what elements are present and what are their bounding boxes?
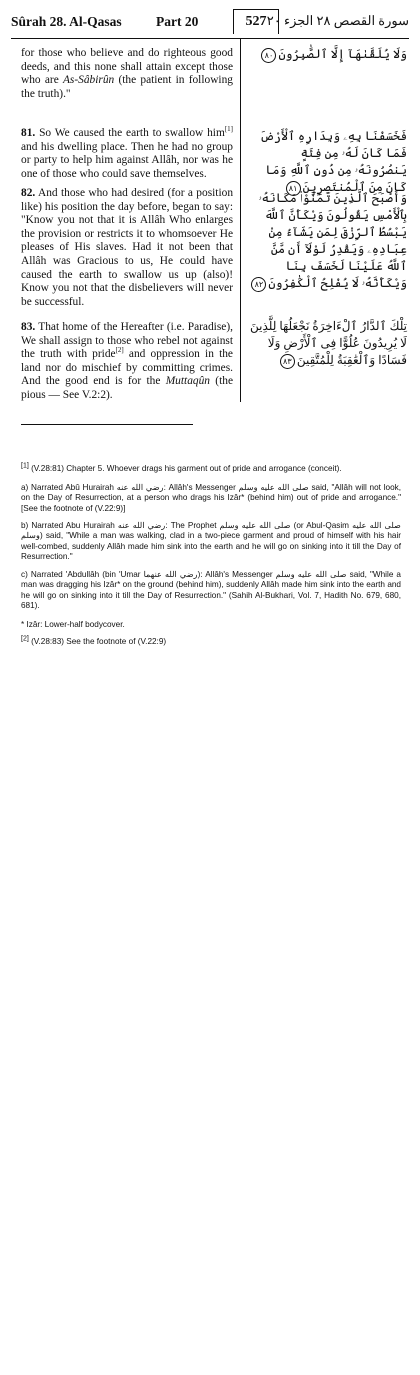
footnote-izar: * Izâr: Lower-half bodycover. (21, 620, 125, 629)
footnote-1a: a) Narrated Abû Hurairah رضي الله عنه: Allâh's Messenger صلى الله عليه وسلم said, "Allâh will not look, on the Day of Resurrection, at a person who drags his Izâr* (behind him) out of pride and arrogance." [See the footnote of (V.22:9)] (21, 483, 401, 513)
verse-81-english: 81. So We caused the earth to swallow him[1] and his dwelling place. Then he had no group or party to help him against Allâh, nor was he one of those who could save themselves. (21, 125, 233, 180)
footnote-1b: b) Narrated Abu Hurairah رضي الله عنه: The Prophet صلى الله عليه وسلم (or Abul-Qasim صلى الله عليه وسلم) said, "While a man was walking, clad in a two-piece garment and proud of himself with his hair well-combed, suddenly Allâh made him sink into the earth and he will go on sinking into it till the Day of Resurrection." (21, 521, 401, 562)
verse-83-english: 83. That home of the Hereafter (i.e. Paradise), We shall assign to those who rebel not against the truth with pride[2] and oppression in the land nor do mischief by committing crimes. And the good end is for the Muttaqûn (the pious — See V.2:2). (21, 321, 233, 401)
verse-83-arabic: تِلْكَ ٱلدَّارُ ٱلْءَاخِرَةُ نَجْعَلُهَا لِلَّذِينَ لَا يُرِيدُونَ عُلُوًّا فِى ٱلْأَرْضِ وَلَا فَسَادًا وَٱلْعَٰقِبَةُ لِلْمُتَّقِينَ٨٣ (249, 319, 407, 367)
verse-80-english: for those who believe and do righteous good deeds, and this none shall attain except those who are As-Sâbirûn (the patient in following the truth)." (21, 47, 233, 100)
verse-82-english: 82. And those who had desired (for a position like) his position the day before, began to say: "Know you not that it is Allâh Who enlarges the provision or restricts it to whomsoever He pleases of His slaves. Had it not been that Allâh was Gracious to us, He could have caused the earth to swallow us up (also)! Know you not that the disbelievers will never be successful. (21, 187, 234, 308)
ayah-marker: ٨٢ (251, 277, 266, 292)
ayah-marker: ٨١ (286, 181, 301, 196)
verse-80-arabic: وَلَا يُلَقَّىٰهَآ إِلَّا ٱلصَّٰبِرُونَ٨٠ (247, 46, 407, 63)
footnote-1: [1] (V.28:81) Chapter 5. Whoever drags his garment out of pride and arrogance (conceit). (21, 462, 342, 473)
footnote-rule (21, 424, 193, 425)
footnote-2: [2] (V.28:83) See the footnote of (V.22:9) (21, 635, 167, 646)
arabic-header: سورة القصص ٢٨ الجزء ٢٠ (266, 13, 409, 28)
surah-title: Sûrah 28. Al-Qasas (11, 14, 122, 29)
page-header (11, 8, 409, 39)
ayah-marker: ٨٠ (261, 48, 276, 63)
footnote-1c: c) Narrated 'Abdullâh (bin 'Umar رضي الله عنهما): Allâh's Messenger صلى الله عليه وسلم said, "While a man was dragging his Izâr* on the ground (behind him), suddenly Allâh made him sink into the earth and he will go on sinking into it till the Day of Resurrection." (Sahih Al-Bukhari, Vol. 7, Hadith No. 679, 680, 681). (21, 570, 401, 611)
ayah-marker: ٨٣ (280, 354, 295, 369)
verse-81-arabic: فَخَسَفْنَا بِهِۦ وَبِدَارِهِ ٱلْأَرْضَ فَمَا كَانَ لَهُۥ مِن فِئَةٍ يَنصُرُونَهُۥ مِن دُونِ ٱللَّهِ وَمَا كَانَ مِنَ ٱلْمُنتَصِرِينَ٨١ (259, 129, 407, 194)
verse-82-arabic: وَأَصْبَحَ ٱلَّذِينَ تَمَنَّوْا۟ مَكَانَهُۥ بِٱلْأَمْسِ يَقُولُونَ وَيْكَأَنَّ ٱللَّهَ يَبْسُطُ ٱلرِّزْقَ لِمَن يَشَآءُ مِنْ عِبَادِهِۦ وَيَقْدِرُ لَوْلَآ أَن مَّنَّ ٱللَّهُ عَلَيْنَا لَخَسَفَ بِنَا وَيْكَأَنَّهُۥ لَا يُفْلِحُ ٱلْكَٰفِرُونَ٨٢ (247, 190, 407, 292)
column-divider (240, 39, 241, 402)
page-number: 527 (233, 9, 279, 34)
part-label: Part 20 (156, 14, 199, 29)
